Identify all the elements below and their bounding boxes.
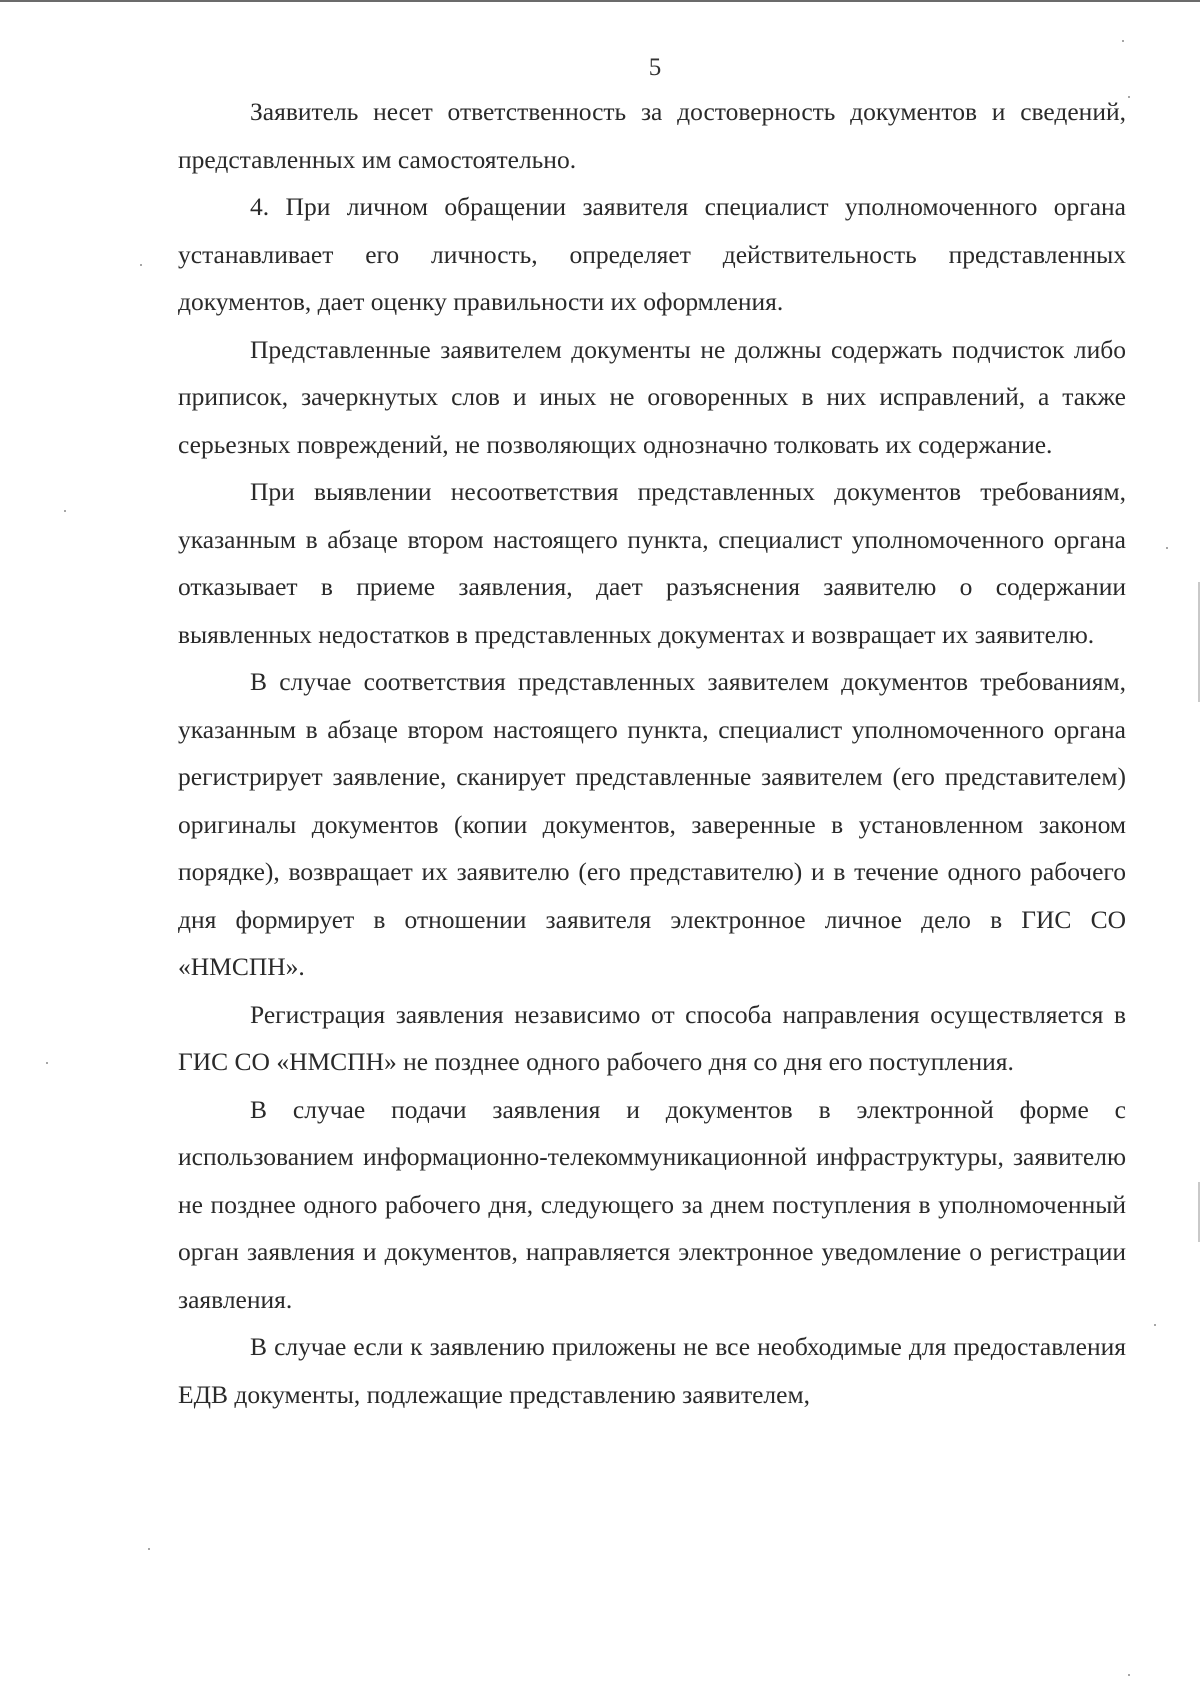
paragraph: Регистрация заявления независимо от способа направления осуществляется в ГИС СО «НМСПН» не позднее одного рабочего дня со дня его поступления. xyxy=(178,999,1126,1076)
paragraph: В случае если к заявлению приложены не все необходимые для предоставления ЕДВ документы, подлежащие представлению заявителем, xyxy=(178,1332,1126,1409)
scan-speck xyxy=(140,264,142,266)
paragraph: Заявитель несет ответственность за достоверность документов и сведений, представленных им самостоятельно. xyxy=(178,97,1126,174)
scan-speck xyxy=(46,1062,48,1064)
paragraph: В случае подачи заявления и документов в электронной форме с использованием информационно-телекоммуникационной инфраструктуры, заявителю не позднее одного рабочего дня, следующего за днем поступления в уполномоченный орган заявления и документов, направляется электронное уведомление о регистрации заявления. xyxy=(178,1094,1126,1314)
paragraph: Представленные заявителем документы не должны содержать подчисток либо приписок, зачеркнутых слов и иных не оговоренных в них исправлений, а также серьезных повреждений, не позволяющих однозначно толковать их содержание. xyxy=(178,334,1126,459)
paragraph: В случае соответствия представленных заявителем документов требованиям, указанным в абзаце втором настоящего пункта, специалист уполномоченного органа регистрирует заявление, сканирует представленные заявителем (его представителем) оригиналы документов (копии документов, заверенные в установленном законом порядке), возвращает их заявителю (его представителю) и в течение одного рабочего дня формирует в отношении заявителя электронное личное дело в ГИС СО «НМСПН». xyxy=(178,667,1126,981)
scan-speck xyxy=(148,1548,150,1550)
scan-speck xyxy=(1154,1324,1156,1326)
paragraph: При выявлении несоответствия представленных документов требованиям, указанным в абзаце втором настоящего пункта, специалист уполномоченного органа отказывает в приеме заявления, дает разъяснения заявителю о содержании выявленных недостатков в представленных документах и возвращает их заявителю. xyxy=(178,477,1126,649)
scan-speck xyxy=(1128,96,1130,98)
scan-speck xyxy=(1128,1674,1130,1676)
paragraph: 4. При личном обращении заявителя специалист уполномоченного органа устанавливает его личность, определяет действительность представленных документов, дает оценку правильности их оформления. xyxy=(178,192,1126,316)
document-body xyxy=(178,88,1126,1418)
page-number: 5 xyxy=(648,54,662,81)
scan-speck xyxy=(64,510,66,512)
scan-speck xyxy=(1122,40,1124,42)
scan-speck xyxy=(1166,547,1168,549)
